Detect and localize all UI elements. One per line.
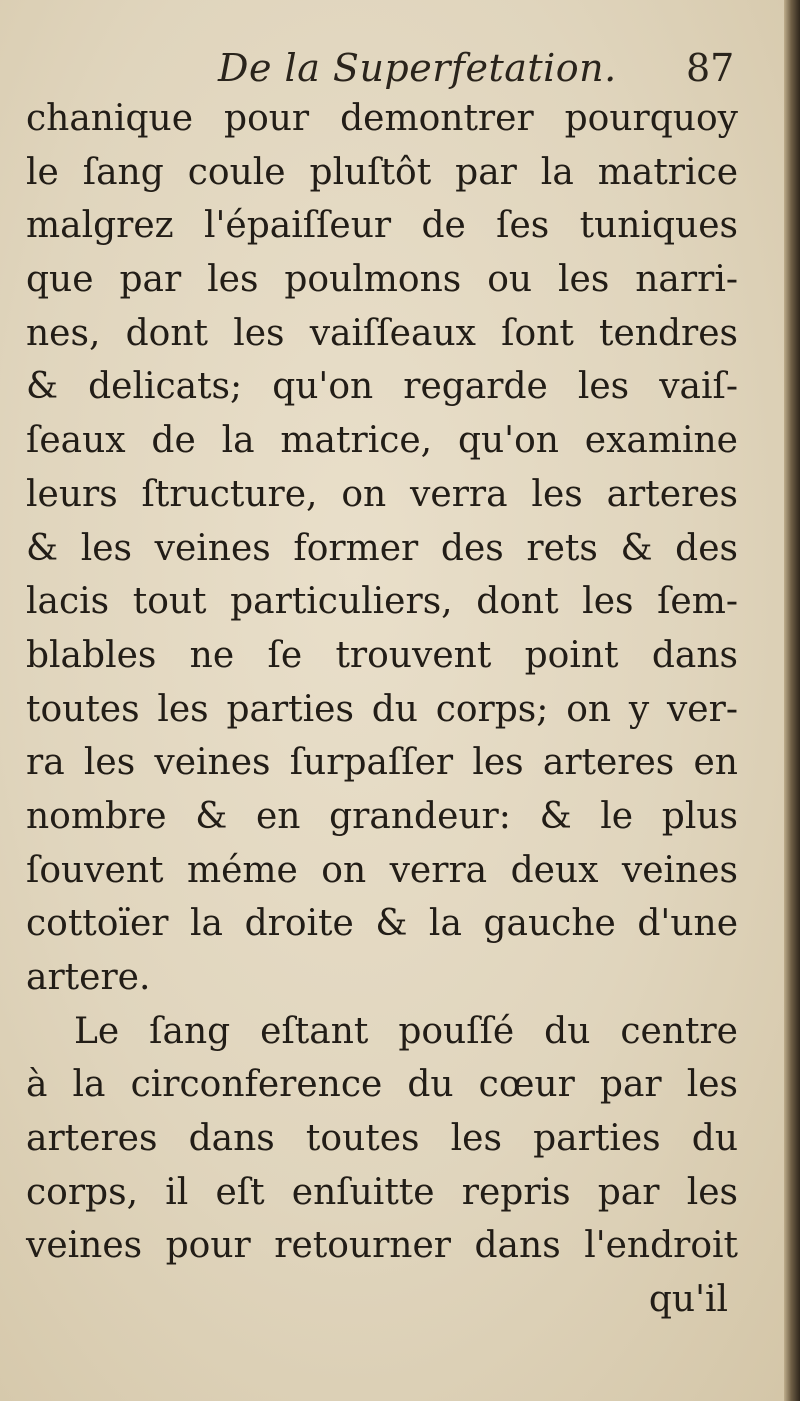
text-line: & les veines former des rets & des <box>26 527 738 569</box>
text-line: arteres dans toutes les parties du <box>26 1118 738 1160</box>
running-title: De la Superfetation. <box>218 46 617 90</box>
body-text <box>26 92 738 1327</box>
text-line: chanique pour demontrer pourquoy <box>26 98 738 139</box>
text-line: veines pour retourner dans l'endroit <box>26 1225 738 1267</box>
text-line: nombre & en grandeur: & le plus <box>26 795 738 837</box>
text-line: que par les poulmons ou les narri- <box>26 259 738 301</box>
text-line: lacis tout particuliers, dont les ſem- <box>26 581 738 623</box>
text-line: ſouvent méme on verra deux veines <box>26 849 738 891</box>
page-number: 87 <box>686 46 735 90</box>
text-line: ſeaux de la matrice, qu'on examine <box>26 420 738 462</box>
text-line: malgrez l'épaiſſeur de ſes tuniques <box>26 205 738 247</box>
text-line: ra les veines ſurpaſſer les arteres en <box>26 742 738 784</box>
text-line: artere. <box>26 957 151 998</box>
text-line: blables ne ſe trouvent point dans <box>26 634 738 676</box>
text-line: cottoïer la droite & la gauche d'une <box>26 903 738 945</box>
text-line: leurs ſtructure, on verra les arteres <box>26 473 738 515</box>
text-line: à la circonference du cœur par les <box>26 1064 738 1106</box>
page-edge <box>784 0 800 1401</box>
text-line: corps, il eſt enſuitte repris par les <box>26 1171 738 1213</box>
text-line: & delicats; qu'on regarde les vaiſ- <box>26 366 738 408</box>
catchword: qu'il <box>648 1279 728 1321</box>
text-line: le ſang coule pluſtôt par la matrice <box>26 151 738 193</box>
text-line: toutes les parties du corps; on y ver- <box>26 688 738 730</box>
text-line: Le ſang eſtant pouſſé du centre <box>74 1010 738 1052</box>
text-line: nes, dont les vaiſſeaux ſont tendres <box>26 312 738 354</box>
